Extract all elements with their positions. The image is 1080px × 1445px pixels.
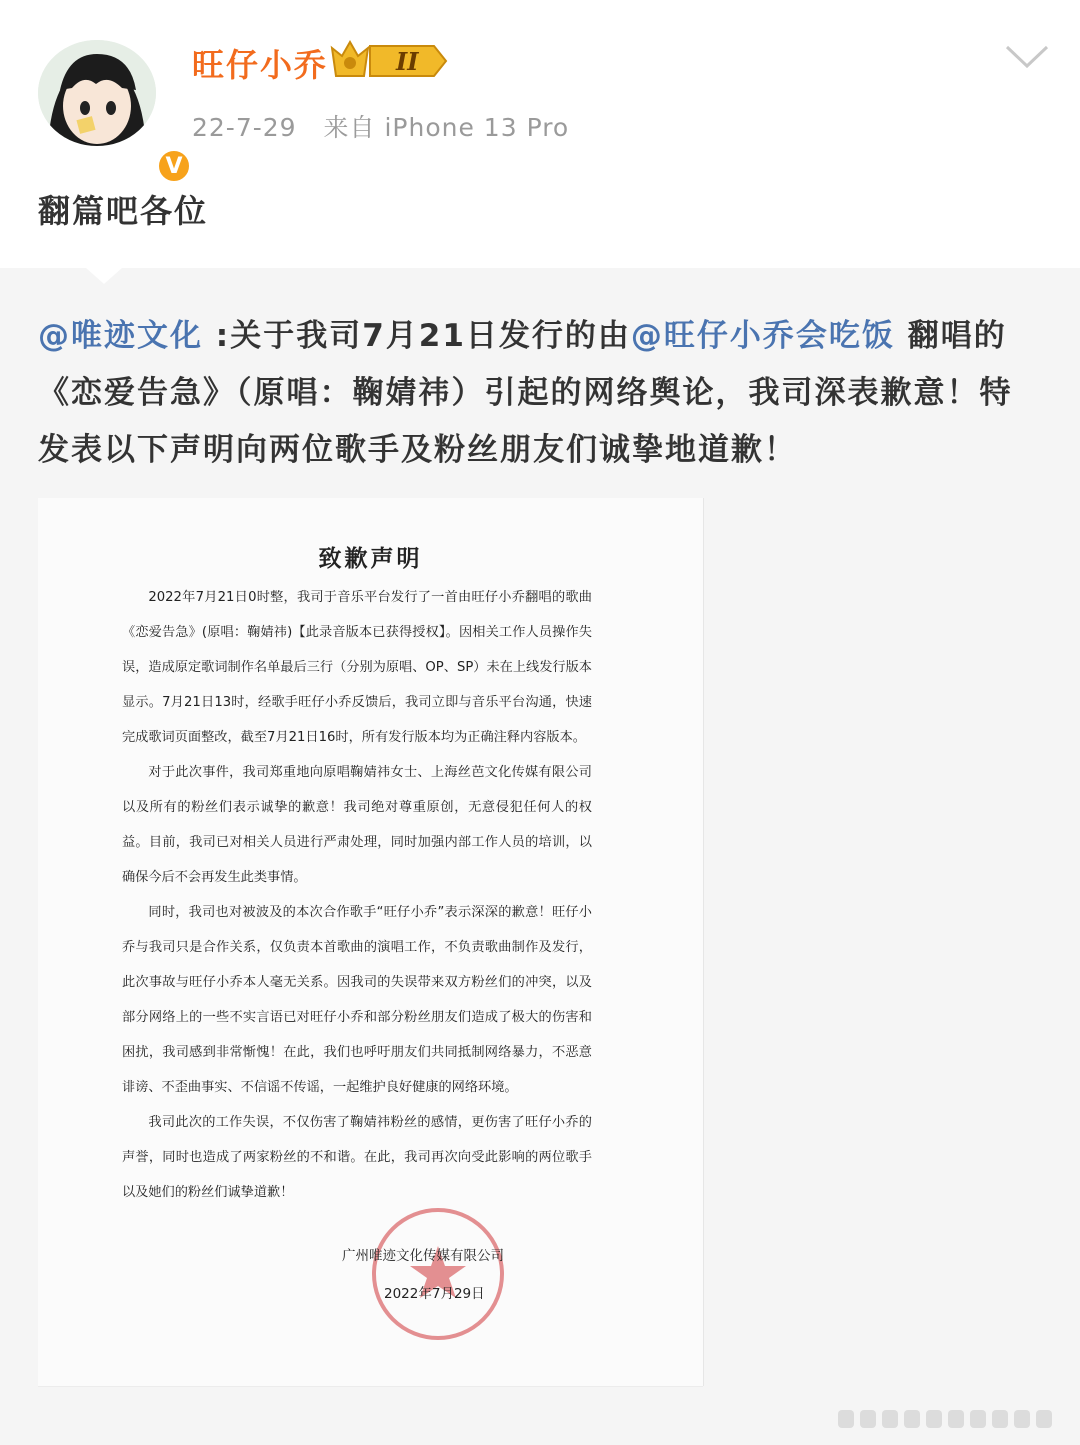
repost-caret	[86, 268, 122, 284]
post-date: 22-7-29	[192, 113, 297, 142]
document-paragraph: 对于此次事件，我司郑重地向原唱鞠婧祎女士、上海丝芭文化传媒有限公司以及所有的粉丝们表示诚挚的歉意！我司绝对尊重原创，无意侵犯任何人的权益。目前，我司已对相关人员进行严肃处理，同时加强内部工作人员的培训，以确保今后不会再发生此类事情。	[122, 765, 592, 885]
verified-v-icon: V	[156, 148, 192, 184]
rank-level: II	[396, 47, 419, 76]
avatar[interactable]	[38, 40, 183, 179]
document-paragraph: 我司此次的工作失误，不仅伤害了鞠婧祎粉丝的感情，更伤害了旺仔小乔的声誉，同时也造成了两家粉丝的不和谐。在此，我司再次向受此影响的两位歌手以及她们的粉丝们诚挚道歉！	[122, 1115, 592, 1200]
document-image[interactable]	[38, 498, 703, 1386]
post-header	[0, 0, 1080, 268]
repost-segment-2: 翻唱的《恋爱告急》（原唱：鞠婧祎）引起的网络舆论，我司深表歉意！特发表以下声明向两位歌手及粉丝朋友们诚挚地道歉！	[38, 318, 1013, 468]
document-paragraph: 2022年7月21日0时整，我司于音乐平台发行了一首由旺仔小乔翻唱的歌曲《恋爱告急》(原唱：鞠婧祎)【此录音版本已获得授权】。因相关工作人员操作失误，造成原定歌词制作名单最后三行（分别为原唱、OP、SP）未在上线发行版本显示。7月21日13时，经歌手旺仔小乔反馈后，我司立即与音乐平台沟通，快速完成歌词页面整改，截至7月21日16时，所有发行版本均为正确注释内容版本。	[122, 590, 592, 745]
repost-text	[38, 308, 1038, 479]
chevron-down-icon[interactable]	[1004, 42, 1050, 76]
mention-singer-link[interactable]: @旺仔小乔会吃饭	[630, 318, 895, 354]
repost-segment-1: :关于我司7月21日发行的由	[203, 318, 631, 354]
watermark-pattern	[838, 1404, 1068, 1434]
document-date: 2022年7月29日	[384, 1286, 485, 1302]
post-meta	[192, 108, 587, 144]
document-paragraph: 同时，我司也对被波及的本次合作歌手“旺仔小乔”表示深深的歉意！旺仔小乔与我司只是合作关系，仅负责本首歌曲的演唱工作，不负责歌曲制作及发行，此次事故与旺仔小乔本人毫无关系。因我司的失误带来双方粉丝们的冲突，以及部分网络上的一些不实言语已对旺仔小乔和部分粉丝朋友们造成了极大的伤害和困扰，我司感到非常惭愧！在此，我们也呼吁朋友们共同抵制网络暴力，不恶意诽谤、不歪曲事实、不信谣不传谣，一起维护良好健康的网络环境。	[122, 905, 592, 1095]
username[interactable]: 旺仔小乔	[192, 46, 329, 84]
document-title: 致歉声明	[318, 545, 423, 572]
mention-author-link[interactable]: @唯迹文化	[38, 318, 203, 354]
document-signature: 广州唯迹文化传媒有限公司	[342, 1248, 504, 1264]
document-body	[122, 580, 592, 1210]
post-source: 来自 iPhone 13 Pro	[323, 113, 570, 142]
company-seal	[368, 1204, 508, 1348]
post-text: 翻篇吧各位	[38, 192, 209, 230]
crown-rank-badge-icon	[330, 36, 450, 84]
